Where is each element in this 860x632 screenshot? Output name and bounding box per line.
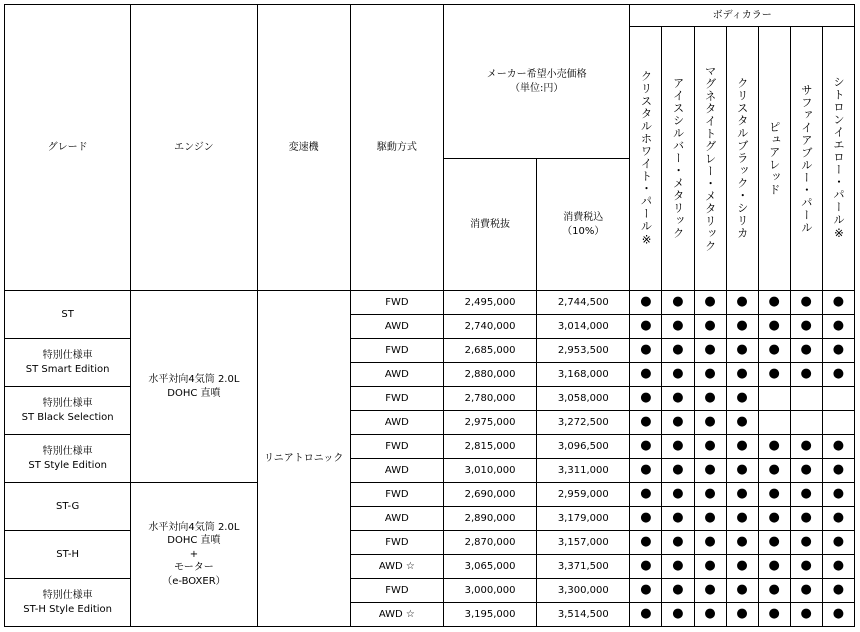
available-dot-icon: ● (672, 318, 684, 334)
available-dot-icon: ● (672, 462, 684, 478)
price-incl-cell: 3,371,500 (537, 555, 630, 579)
available-dot-icon: ● (640, 390, 652, 406)
available-dot-icon: ● (640, 318, 652, 334)
price-rows (5, 291, 855, 627)
drive-cell: FWD (350, 483, 443, 507)
color-availability-cell (758, 291, 790, 315)
color-availability-cell (662, 531, 694, 555)
color-availability-cell (630, 411, 662, 435)
color-availability-cell (790, 579, 822, 603)
table-row (5, 483, 855, 507)
available-dot-icon: ● (800, 558, 812, 574)
header-color-7 (822, 27, 854, 291)
header-color-1 (630, 27, 662, 291)
available-dot-icon: ● (704, 510, 716, 526)
available-dot-icon: ● (832, 510, 845, 526)
available-dot-icon: ● (704, 582, 716, 598)
available-dot-icon: ● (800, 510, 812, 526)
price-incl-cell: 3,311,000 (537, 459, 630, 483)
header-price-title: メーカー希望小売価格 (486, 69, 587, 80)
color-availability-cell (726, 483, 758, 507)
color-availability-cell (758, 531, 790, 555)
available-dot-icon: ● (736, 438, 748, 454)
table-row (5, 291, 855, 315)
grade-subname: ST-H Style Edition (23, 603, 113, 615)
color-availability-cell (758, 459, 790, 483)
color-availability-cell (694, 483, 726, 507)
available-dot-icon: ● (672, 438, 684, 454)
available-dot-icon: ● (736, 534, 748, 550)
color-availability-cell (822, 339, 854, 363)
available-dot-icon: ● (704, 366, 716, 382)
available-dot-icon: ● (832, 318, 845, 334)
price-incl-cell: 3,514,500 (537, 603, 630, 627)
color-availability-cell (790, 339, 822, 363)
color-availability-cell (822, 291, 854, 315)
price-incl-cell: 3,157,000 (537, 531, 630, 555)
available-dot-icon: ● (640, 534, 652, 550)
available-dot-icon: ● (832, 342, 845, 358)
available-dot-icon: ● (640, 294, 652, 310)
available-dot-icon: ● (832, 606, 845, 622)
available-dot-icon: ● (768, 318, 780, 334)
drive-cell: FWD (350, 339, 443, 363)
available-dot-icon: ● (704, 390, 716, 406)
color-availability-cell (694, 411, 726, 435)
header-price-incl (537, 159, 630, 291)
color-availability-cell (694, 603, 726, 627)
available-dot-icon: ● (704, 534, 716, 550)
available-dot-icon: ● (640, 510, 652, 526)
color-availability-cell (790, 507, 822, 531)
price-excl-cell: 2,685,000 (443, 339, 536, 363)
color-availability-cell (758, 315, 790, 339)
available-dot-icon: ● (640, 462, 652, 478)
transmission-cell: リニアトロニック (257, 291, 350, 627)
color-availability-cell (630, 555, 662, 579)
price-incl-cell: 3,014,000 (537, 315, 630, 339)
color-availability-cell (758, 339, 790, 363)
available-dot-icon: ● (704, 342, 716, 358)
available-dot-icon: ● (672, 510, 684, 526)
available-dot-icon: ● (800, 486, 812, 502)
grade-cell (5, 435, 131, 483)
header-body-color: ボディカラー (630, 5, 855, 27)
available-dot-icon: ● (640, 606, 652, 622)
available-dot-icon: ● (736, 414, 748, 430)
grade-cell (5, 579, 131, 627)
available-dot-icon: ● (704, 414, 716, 430)
color-availability-cell (726, 603, 758, 627)
grade-name: 特別仕様車 (42, 446, 93, 457)
drive-cell: FWD (350, 291, 443, 315)
color-availability-cell (726, 555, 758, 579)
grade-name: 特別仕様車 (42, 398, 93, 409)
price-incl-cell: 3,058,000 (537, 387, 630, 411)
price-excl-cell: 3,000,000 (443, 579, 536, 603)
color-availability-cell (726, 435, 758, 459)
drive-cell: FWD (350, 435, 443, 459)
color-availability-cell (630, 435, 662, 459)
color-availability-cell (790, 483, 822, 507)
available-dot-icon: ● (768, 534, 780, 550)
available-dot-icon: ● (640, 558, 652, 574)
drive-cell: AWD (350, 459, 443, 483)
color-availability-cell (758, 411, 790, 435)
grade-subname: ST Black Selection (21, 411, 114, 423)
available-dot-icon: ● (640, 486, 652, 502)
grade-cell (5, 483, 131, 531)
price-excl-cell: 2,690,000 (443, 483, 536, 507)
available-dot-icon: ● (800, 342, 812, 358)
color-availability-cell (822, 483, 854, 507)
color-availability-cell (790, 531, 822, 555)
color-availability-cell (662, 483, 694, 507)
available-dot-icon: ● (672, 390, 684, 406)
color-availability-cell (630, 387, 662, 411)
color-availability-cell (790, 363, 822, 387)
grade-cell (5, 291, 131, 339)
color-availability-cell (662, 411, 694, 435)
grade-name: ST-H (56, 548, 79, 560)
color-availability-cell (662, 315, 694, 339)
available-dot-icon: ● (704, 558, 716, 574)
available-dot-icon: ● (736, 342, 748, 358)
color-name: クリスタルブラック・シリカ (735, 77, 750, 240)
available-dot-icon: ● (768, 366, 780, 382)
header-price-incl-label: 消費税込 (563, 212, 604, 223)
color-availability-cell (694, 531, 726, 555)
available-dot-icon: ● (768, 606, 780, 622)
color-availability-cell (790, 291, 822, 315)
available-dot-icon: ● (800, 318, 812, 334)
price-excl-cell: 2,880,000 (443, 363, 536, 387)
drive-cell: FWD (350, 531, 443, 555)
color-availability-cell (662, 435, 694, 459)
grade-cell (5, 339, 131, 387)
header-drive: 駆動方式 (350, 5, 443, 291)
color-availability-cell (790, 411, 822, 435)
color-availability-cell (726, 579, 758, 603)
available-dot-icon: ● (672, 534, 684, 550)
available-dot-icon: ● (736, 486, 748, 502)
color-availability-cell (694, 435, 726, 459)
color-availability-cell (662, 363, 694, 387)
grade-subname: ST Style Edition (28, 459, 107, 471)
price-excl-cell: 2,975,000 (443, 411, 536, 435)
available-dot-icon: ● (672, 414, 684, 430)
available-dot-icon: ● (736, 558, 748, 574)
price-excl-cell: 2,780,000 (443, 387, 536, 411)
color-availability-cell (694, 387, 726, 411)
drive-cell: AWD (350, 363, 443, 387)
color-availability-cell (726, 531, 758, 555)
available-dot-icon: ● (672, 342, 684, 358)
color-name: サファイアブルー・パール (799, 83, 814, 234)
color-availability-cell (758, 603, 790, 627)
color-availability-cell (630, 459, 662, 483)
available-dot-icon: ● (672, 606, 684, 622)
drive-cell: FWD (350, 387, 443, 411)
header-engine: エンジン (131, 5, 257, 291)
price-table (4, 4, 855, 627)
color-availability-cell (630, 579, 662, 603)
engine-cell (131, 483, 257, 627)
available-dot-icon: ● (768, 510, 780, 526)
available-dot-icon: ● (736, 462, 748, 478)
available-dot-icon: ● (736, 366, 748, 382)
header-color-4 (726, 27, 758, 291)
price-excl-cell: 3,010,000 (443, 459, 536, 483)
color-availability-cell (822, 579, 854, 603)
available-dot-icon: ● (768, 486, 780, 502)
color-availability-cell (822, 555, 854, 579)
color-availability-cell (790, 315, 822, 339)
color-name: マグネタイトグレー・メタリック (703, 64, 718, 253)
available-dot-icon: ● (704, 294, 716, 310)
color-availability-cell (726, 291, 758, 315)
color-name: アイスシルバー・メタリック (671, 77, 686, 240)
available-dot-icon: ● (800, 366, 812, 382)
available-dot-icon: ● (768, 294, 780, 310)
grade-name: ST-G (56, 500, 80, 512)
available-dot-icon: ● (800, 606, 812, 622)
color-availability-cell (662, 339, 694, 363)
engine-line: DOHC 直噴 (167, 387, 221, 399)
price-excl-cell: 2,815,000 (443, 435, 536, 459)
color-availability-cell (630, 603, 662, 627)
available-dot-icon: ● (640, 342, 652, 358)
price-excl-cell: 2,740,000 (443, 315, 536, 339)
header-color-6 (790, 27, 822, 291)
color-availability-cell (726, 315, 758, 339)
color-availability-cell (822, 507, 854, 531)
available-dot-icon: ● (736, 606, 748, 622)
price-incl-cell: 2,959,000 (537, 483, 630, 507)
drive-cell: AWD (350, 411, 443, 435)
available-dot-icon: ● (800, 582, 812, 598)
available-dot-icon: ● (768, 582, 780, 598)
available-dot-icon: ● (832, 366, 845, 382)
available-dot-icon: ● (640, 366, 652, 382)
price-excl-cell: 2,870,000 (443, 531, 536, 555)
color-availability-cell (630, 315, 662, 339)
color-availability-cell (758, 579, 790, 603)
color-availability-cell (694, 363, 726, 387)
price-incl-cell: 2,744,500 (537, 291, 630, 315)
drive-cell: AWD ☆ (350, 555, 443, 579)
color-availability-cell (726, 339, 758, 363)
color-availability-cell (694, 459, 726, 483)
grade-name: 特別仕様車 (42, 350, 93, 361)
color-availability-cell (694, 291, 726, 315)
available-dot-icon: ● (768, 558, 780, 574)
color-name: クリスタルホワイト・パール※ (639, 69, 654, 248)
price-excl-cell: 3,065,000 (443, 555, 536, 579)
color-availability-cell (726, 363, 758, 387)
available-dot-icon: ● (768, 462, 780, 478)
color-availability-cell (694, 555, 726, 579)
header-color-5 (758, 27, 790, 291)
color-availability-cell (694, 315, 726, 339)
available-dot-icon: ● (672, 486, 684, 502)
color-availability-cell (630, 339, 662, 363)
available-dot-icon: ● (832, 294, 845, 310)
color-availability-cell (630, 363, 662, 387)
available-dot-icon: ● (704, 486, 716, 502)
price-excl-cell: 2,495,000 (443, 291, 536, 315)
color-availability-cell (726, 387, 758, 411)
color-availability-cell (790, 459, 822, 483)
color-availability-cell (758, 507, 790, 531)
color-availability-cell (758, 555, 790, 579)
engine-line: （e-BOXER） (162, 575, 226, 587)
drive-cell: AWD (350, 315, 443, 339)
color-availability-cell (694, 579, 726, 603)
available-dot-icon: ● (672, 366, 684, 382)
color-availability-cell (694, 507, 726, 531)
color-availability-cell (726, 459, 758, 483)
color-availability-cell (790, 603, 822, 627)
color-availability-cell (662, 579, 694, 603)
color-availability-cell (822, 603, 854, 627)
price-incl-cell: 3,179,000 (537, 507, 630, 531)
engine-line: + (189, 548, 199, 560)
color-availability-cell (822, 459, 854, 483)
engine-line: モーター (174, 562, 214, 574)
color-availability-cell (662, 459, 694, 483)
color-availability-cell (758, 483, 790, 507)
color-availability-cell (822, 435, 854, 459)
price-excl-cell: 3,195,000 (443, 603, 536, 627)
color-availability-cell (790, 387, 822, 411)
available-dot-icon: ● (832, 582, 845, 598)
price-incl-cell: 2,953,500 (537, 339, 630, 363)
available-dot-icon: ● (704, 606, 716, 622)
available-dot-icon: ● (672, 558, 684, 574)
grade-cell (5, 387, 131, 435)
color-availability-cell (630, 507, 662, 531)
grade-cell (5, 531, 131, 579)
drive-cell: AWD ☆ (350, 603, 443, 627)
available-dot-icon: ● (800, 534, 812, 550)
color-availability-cell (694, 339, 726, 363)
available-dot-icon: ● (672, 294, 684, 310)
available-dot-icon: ● (640, 438, 652, 454)
color-availability-cell (630, 531, 662, 555)
color-availability-cell (758, 435, 790, 459)
header-price (443, 5, 629, 159)
available-dot-icon: ● (800, 462, 812, 478)
color-name: ピュアレッド (767, 121, 782, 196)
header-transmission: 変速機 (257, 5, 350, 291)
engine-line: 水平対向4気筒 2.0L (148, 521, 240, 533)
available-dot-icon: ● (832, 438, 845, 454)
available-dot-icon: ● (704, 318, 716, 334)
available-dot-icon: ● (832, 558, 845, 574)
color-availability-cell (822, 387, 854, 411)
color-availability-cell (662, 555, 694, 579)
available-dot-icon: ● (736, 318, 748, 334)
available-dot-icon: ● (736, 510, 748, 526)
color-availability-cell (726, 507, 758, 531)
header-price-unit: （単位:円） (509, 82, 564, 94)
available-dot-icon: ● (832, 534, 845, 550)
available-dot-icon: ● (640, 582, 652, 598)
grade-name: ST (61, 308, 74, 320)
header-color-3 (694, 27, 726, 291)
color-availability-cell (758, 387, 790, 411)
header-color-2 (662, 27, 694, 291)
color-availability-cell (822, 363, 854, 387)
color-availability-cell (790, 555, 822, 579)
price-incl-cell: 3,096,500 (537, 435, 630, 459)
available-dot-icon: ● (736, 294, 748, 310)
available-dot-icon: ● (800, 294, 812, 310)
engine-cell (131, 291, 257, 483)
price-excl-cell: 2,890,000 (443, 507, 536, 531)
available-dot-icon: ● (768, 342, 780, 358)
color-availability-cell (822, 531, 854, 555)
color-availability-cell (630, 291, 662, 315)
available-dot-icon: ● (704, 462, 716, 478)
color-availability-cell (662, 603, 694, 627)
available-dot-icon: ● (704, 438, 716, 454)
color-availability-cell (630, 483, 662, 507)
color-availability-cell (662, 291, 694, 315)
price-incl-cell: 3,168,000 (537, 363, 630, 387)
available-dot-icon: ● (800, 438, 812, 454)
engine-line: 水平対向4気筒 2.0L (148, 374, 240, 385)
drive-cell: AWD (350, 507, 443, 531)
available-dot-icon: ● (832, 462, 845, 478)
color-name: シトロンイエロー・パール※ (831, 76, 846, 241)
price-incl-cell: 3,300,000 (537, 579, 630, 603)
available-dot-icon: ● (832, 486, 845, 502)
color-availability-cell (822, 315, 854, 339)
drive-cell: FWD (350, 579, 443, 603)
price-incl-cell: 3,272,500 (537, 411, 630, 435)
available-dot-icon: ● (640, 414, 652, 430)
color-availability-cell (662, 507, 694, 531)
available-dot-icon: ● (672, 582, 684, 598)
header-price-incl-rate: （10%） (562, 225, 605, 237)
grade-subname: ST Smart Edition (25, 363, 110, 375)
color-availability-cell (726, 411, 758, 435)
grade-name: 特別仕様車 (42, 590, 93, 601)
available-dot-icon: ● (736, 582, 748, 598)
color-availability-cell (662, 387, 694, 411)
header-grade: グレード (5, 5, 131, 291)
engine-line: DOHC 直噴 (167, 535, 221, 547)
color-availability-cell (822, 411, 854, 435)
color-availability-cell (758, 363, 790, 387)
header-price-excl: 消費税抜 (443, 159, 536, 291)
color-availability-cell (790, 435, 822, 459)
available-dot-icon: ● (736, 390, 748, 406)
available-dot-icon: ● (768, 438, 780, 454)
